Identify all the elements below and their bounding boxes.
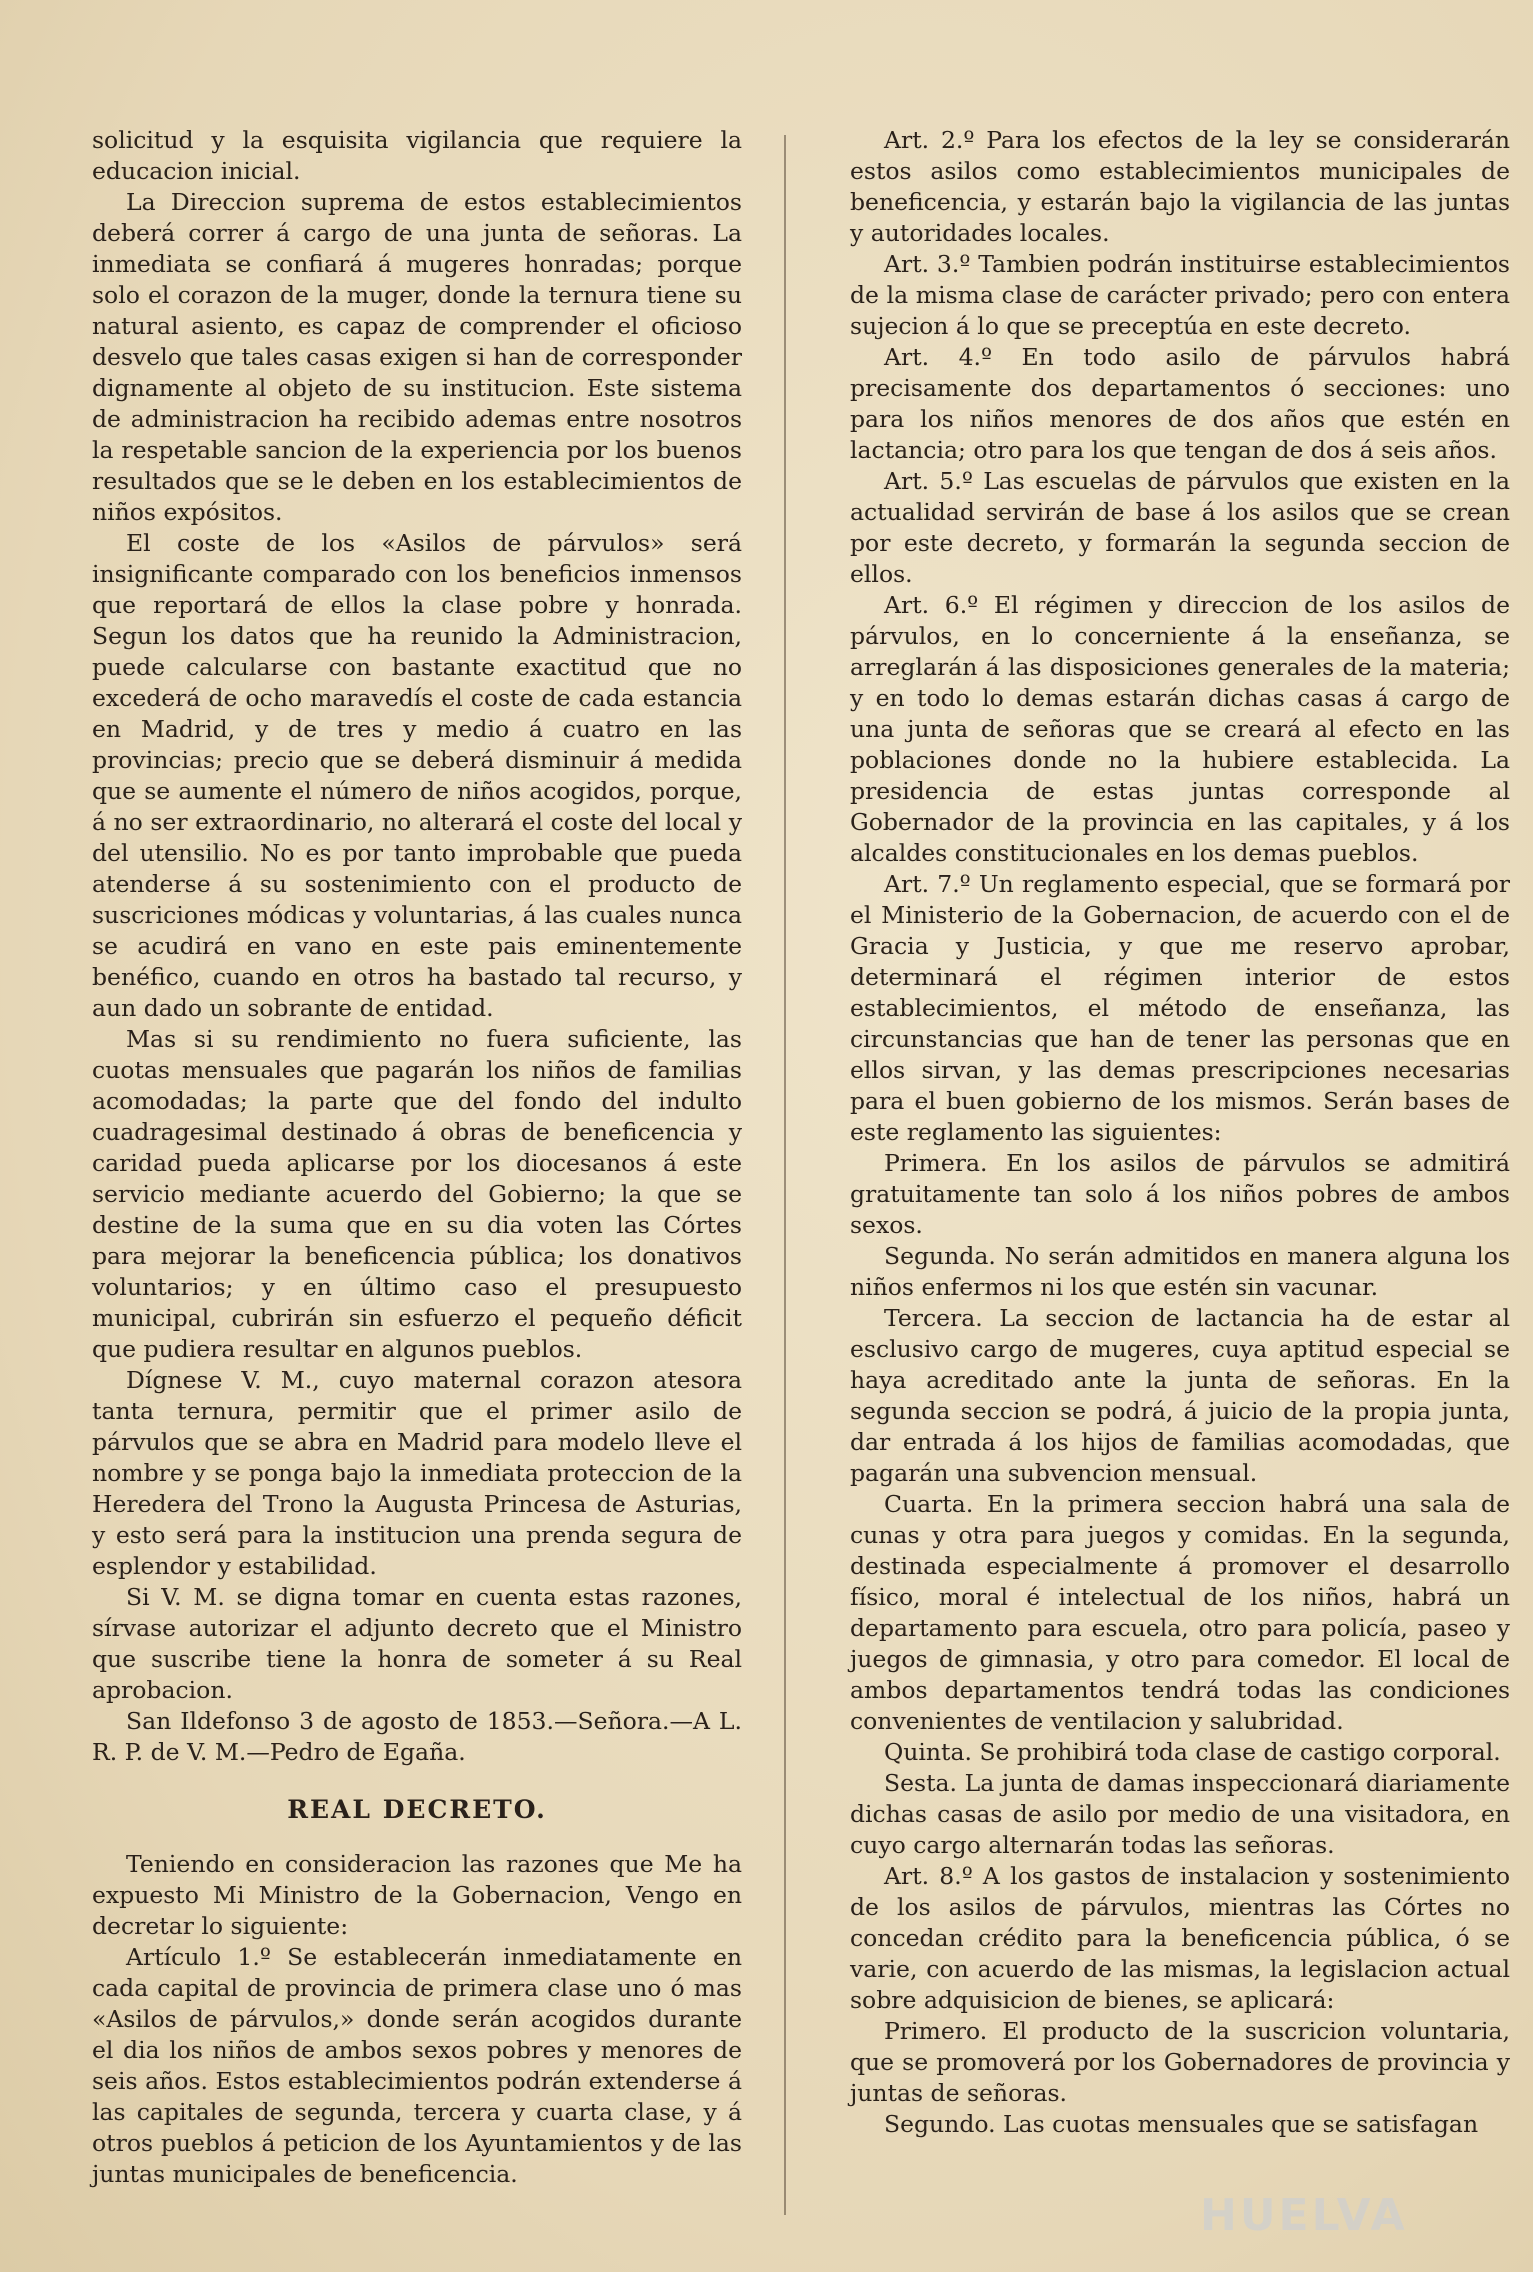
left-column <box>92 125 742 2190</box>
paragraph: Mas si su rendimiento no fuera suficiente, las cuotas mensuales que pagarán los niños de familias acomodadas; la parte que del fondo del indulto cuadragesimal destinado á obras de beneficencia y caridad pueda aplicarse por los diocesanos á este servicio mediante acuerdo del Gobierno; la que se destine de la suma que en su dia voten las Córtes para mejorar la beneficencia pública; los donativos voluntarios; y en último caso el presupuesto municipal, cubrirán sin esfuerzo el pequeño déficit que pudiera resultar en algunos pueblos. <box>92 1025 742 1363</box>
article-paragraph: Art. 6.º El régimen y direccion de los asilos de párvulos, en lo concerniente á la enseñanza, se arreglarán á las disposiciones generales de la materia; y en todo lo demas estarán dichas casas á cargo de una junta de señoras que se creará al efecto en las poblaciones donde no la hubiere establecida. La presidencia de estas juntas corresponde al Gobernador de la provincia en las capitales, y á los alcaldes constitucionales en los demas pueblos. <box>850 591 1510 867</box>
section-heading: REAL DECRETO. <box>287 1795 547 1824</box>
paragraph: Dígnese V. M., cuyo maternal corazon atesora tanta ternura, permitir que el primer asilo de párvulos que se abra en Madrid para modelo lleve el nombre y se ponga bajo la inmediata proteccion de la Heredera del Trono la Augusta Princesa de Asturias, y esto será para la institucion una prenda segura de esplendor y estabilidad. <box>92 1366 742 1580</box>
paragraph: El coste de los «Asilos de párvulos» será insignificante comparado con los beneficios inmensos que reportará de ellos la clase pobre y honrada. Segun los datos que ha reunido la Administracion, puede calcularse con bastante exactitud que no excederá de ocho maravedís el coste de cada estancia en Madrid, y de tres y medio á cuatro en las provincias; precio que se deberá disminuir á medida que se aumente el número de niños acogidos, porque, á no ser extraordinario, no alterará el coste del local y del utensilio. No es por tanto improbable que pueda atenderse á su sostenimiento con el producto de suscriciones módicas y voluntarias, á las cuales nunca se acudirá en vano en este pais eminentemente benéfico, cuando en otros ha bastado tal recurso, y aun dado un sobrante de entidad. <box>92 529 742 1022</box>
paragraph: La Direccion suprema de estos establecimientos deberá correr á cargo de una junta de señoras. La inmediata se confiará á mugeres honradas; porque solo el corazon de la muger, donde la ternura tiene su natural asiento, es capaz de comprender el oficioso desvelo que tales casas exigen si han de corresponder dignamente al objeto de su institucion. Este sistema de administracion ha recibido ademas entre nosotros la respetable sancion de la experiencia por los buenos resultados que se le deben en los establecimientos de niños expósitos. <box>92 188 742 526</box>
article-paragraph: Art. 4.º En todo asilo de párvulos habrá precisamente dos departamentos ó secciones: uno para los niños menores de dos años que estén en lactancia; otro para los que tengan de dos á seis años. <box>850 343 1510 464</box>
rule-paragraph: Primero. El producto de la suscricion voluntaria, que se promoverá por los Gobernadores de provincia y juntas de señoras. <box>850 2017 1510 2107</box>
rule-paragraph: Segunda. No serán admitidos en manera alguna los niños enfermos ni los que estén sin vacunar. <box>850 1242 1510 1301</box>
article-paragraph: Art. 8.º A los gastos de instalacion y sostenimiento de los asilos de párvulos, mientras las Córtes no concedan crédito para la beneficencia pública, ó se varie, con acuerdo de las mismas, la legislacion actual sobre adquisicion de bienes, se aplicará: <box>850 1862 1510 2014</box>
rule-paragraph: Cuarta. En la primera seccion habrá una sala de cunas y otra para juegos y comidas. En la segunda, destinada especialmente á promover el desarrollo físico, moral é intelectual de los niños, habrá un departamento para escuela, otro para policía, paseo y juegos de gimnasia, y otro para comedor. El local de ambos departamentos tendrá todas las condiciones convenientes de ventilacion y salubridad. <box>850 1490 1510 1735</box>
article-paragraph: Artículo 1.º Se establecerán inmediatamente en cada capital de provincia de primera clase uno ó mas «Asilos de párvulos,» donde serán acogidos durante el dia los niños de ambos sexos pobres y menores de seis años. Estos establecimientos podrán extenderse á las capitales de segunda, tercera y cuarta clase, y á otros pueblos á peticion de los Ayuntamientos y de las juntas municipales de beneficencia. <box>92 1943 742 2188</box>
right-column <box>850 125 1510 2140</box>
paragraph: Teniendo en consideracion las razones que Me ha expuesto Mi Ministro de la Gobernacion, Vengo en decretar lo siguiente: <box>92 1850 742 1940</box>
article-paragraph: Art. 3.º Tambien podrán instituirse establecimientos de la misma clase de carácter privado; pero con entera sujecion á lo que se preceptúa en este decreto. <box>850 250 1510 340</box>
archive-watermark: HUELVA <box>1200 2190 1408 2241</box>
paragraph: Si V. M. se digna tomar en cuenta estas razones, sírvase autorizar el adjunto decreto que el Ministro que suscribe tiene la honra de someter á su Real aprobacion. <box>92 1583 742 1704</box>
rule-paragraph: Segundo. Las cuotas mensuales que se satisfagan <box>884 2110 1479 2138</box>
article-paragraph: Art. 5.º Las escuelas de párvulos que existen en la actualidad servirán de base á los asilos que se crean por este decreto, y formarán la segunda seccion de ellos. <box>850 467 1510 588</box>
column-divider <box>784 135 786 2215</box>
rule-paragraph: Primera. En los asilos de párvulos se admitirá gratuitamente tan solo á los niños pobres de ambos sexos. <box>850 1149 1510 1239</box>
article-paragraph: Art. 2.º Para los efectos de la ley se considerarán estos asilos como establecimientos municipales de beneficencia, y estarán bajo la vigilancia de las juntas y autoridades locales. <box>850 126 1510 247</box>
rule-paragraph: Quinta. Se prohibirá toda clase de castigo corporal. <box>884 1738 1501 1766</box>
rule-paragraph: Sesta. La junta de damas inspeccionará diariamente dichas casas de asilo por medio de una visitadora, en cuyo cargo alternarán todas las señoras. <box>850 1769 1510 1859</box>
rule-paragraph: Tercera. La seccion de lactancia ha de estar al esclusivo cargo de mugeres, cuya aptitud especial se haya acreditado ante la junta de señoras. En la segunda seccion se podrá, á juicio de la propia junta, dar entrada á los hijos de familias acomodadas, que pagarán una subvencion mensual. <box>850 1304 1510 1487</box>
paragraph: solicitud y la esquisita vigilancia que requiere la educacion inicial. <box>92 126 742 185</box>
article-paragraph: Art. 7.º Un reglamento especial, que se formará por el Ministerio de la Gobernacion, de acuerdo con el de Gracia y Justicia, y que me reservo aprobar, determinará el régimen interior de estos establecimientos, el método de enseñanza, las circunstancias que han de tener las personas que en ellos sirvan, y las demas prescripciones necesarias para el buen gobierno de los mismos. Serán bases de este reglamento las siguientes: <box>850 870 1510 1146</box>
signature-line: San Ildefonso 3 de agosto de 1853.—Señora.—A L. R. P. de V. M.—Pedro de Egaña. <box>92 1707 742 1766</box>
